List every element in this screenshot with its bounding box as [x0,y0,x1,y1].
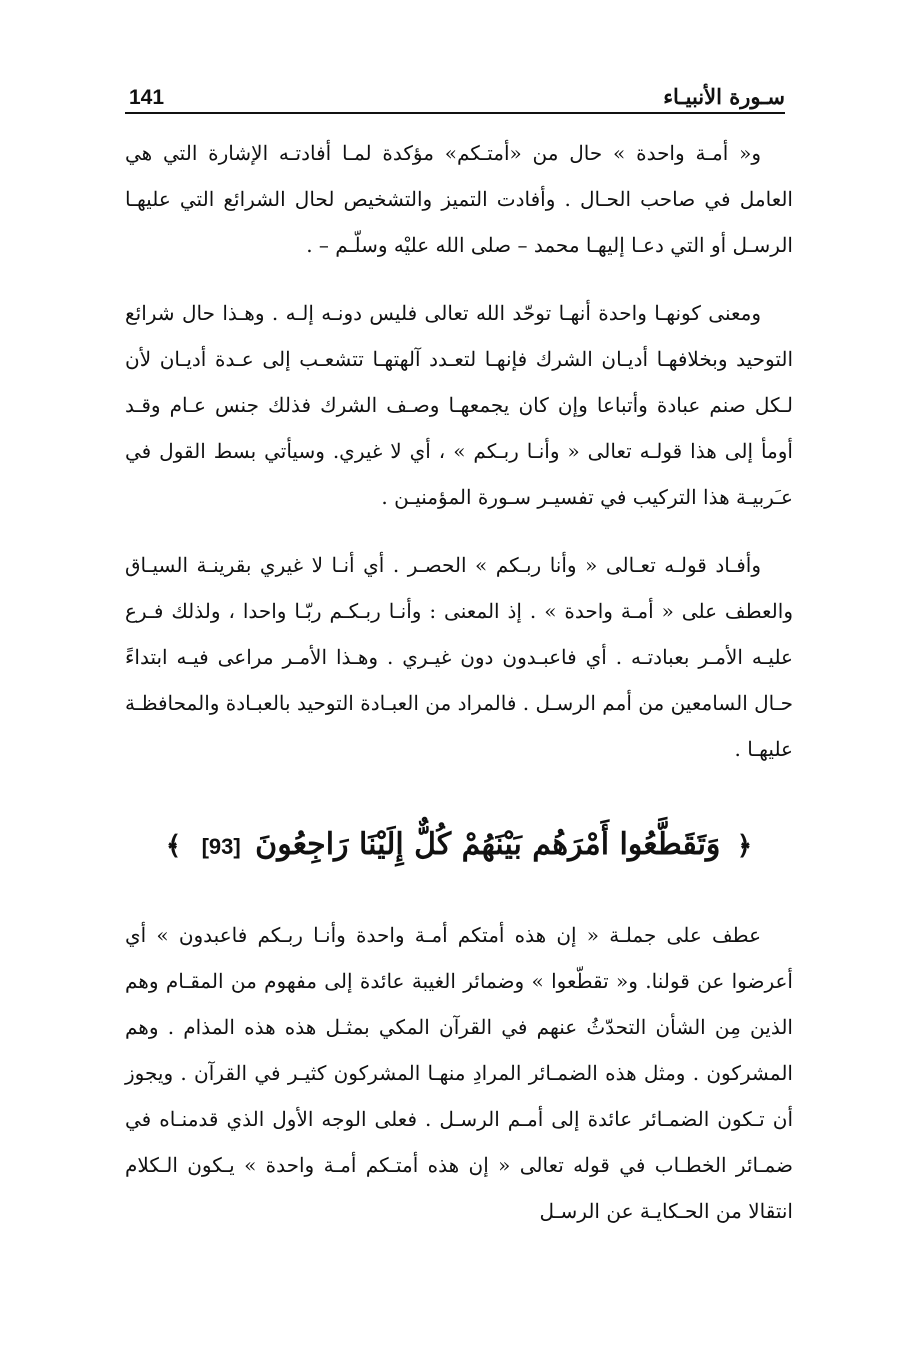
header-rule [125,112,785,114]
page-body [125,130,793,1256]
verse-open-bracket: ﴿ [736,831,753,861]
paragraph-4: عطف على جملـة « إن هذه أمتكم أمـة واحدة وأنـا ربـكم فاعبدون » أي أعرضوا عن قولنا. و« تقطّعوا » وضمائر الغيبة عائدة إلى مفهوم من المقـام وهم الذين مِن الشأن التحدّثُ عنهم في القرآن المكي بمثـل هذه هذه المذام . وهم المشركون . ومثل هذه الضمـائر المرادِ منهـا المشركون كثيـر في القرآن . ويجوز أن تـكون الضمـائر عائدة إلى أمـم الرسـل . فعلى الوجه الأول الذي قدمنـاه في ضمـائر الخطـاب في قوله تعالى « إن هذه أمتـكم أمـة واحدة » يـكون الـكلام انتقالا من الحـكايـة عن الرسـل [125,923,793,1223]
verse-close-bracket: ﴾ [165,831,182,861]
paragraph-2: ومعنى كونهـا واحدة أنهـا توحّد الله تعالى فليس دونـه إلـه . وهـذا حال شرائع التوحيد وبخلافهـا أديـان الشرك فإنهـا لتعـدد آلهتهـا تتشعـب إلى عـدة أديـان لأن لـكل صنم عبادة وأتباعا وإن كان يجمعهـا وصـف الشرك فذلك جنس عـام وقـد أومأ إلى هذا قولـه تعالى « وأنـا ربـكم » ، أي لا غيري. وسيأتي بسط القول في عـَربيـة هذا التركيب في تفسيـر سـورة المؤمنيـن . [125,301,793,509]
running-title: سـورة الأنبيـاء [663,84,785,109]
quran-verse [125,820,793,872]
paragraph-3: وأفـاد قولـه تعـالى « وأنا ربـكم » الحصـر . أي أنـا لا غيري بقرينـة السيـاق والعطف على « أمـة واحدة » . إذ المعنى : وأنـا ربـكـم ربّـا واحدا ، ولذلك فـرع عليـه الأمـر بعبادتـه . أي فاعبـدون دون غيـري . وهـذا الأمـر مراعى فيـه ابتداءً حـال السامعين من أمم الرسـل . فالمراد من العبـادة التوحيد بالعبـادة والمحافظـة عليهـا . [125,553,793,761]
page-number: 141 [129,86,165,109]
paragraph-1: و« أمـة واحدة » حال من «أمتـكم» مؤكدة لمـا أفادتـه الإشارة التي هي العامل في صاحب الحـال . وأفادت التميز والتشخيص لحال الشرائع التي عليهـا الرسـل أو التي دعـا إليهـا محمد – صلى الله عليْه وسلّـم – . [125,141,793,257]
page-header [125,78,785,114]
verse-number: [93] [201,834,241,859]
verse-text: وَتَقَطَّعُوا أَمْرَهُم بَيْنَهُمْ كُلٌّ إِلَيْنَا رَاجِعُونَ [255,827,721,862]
